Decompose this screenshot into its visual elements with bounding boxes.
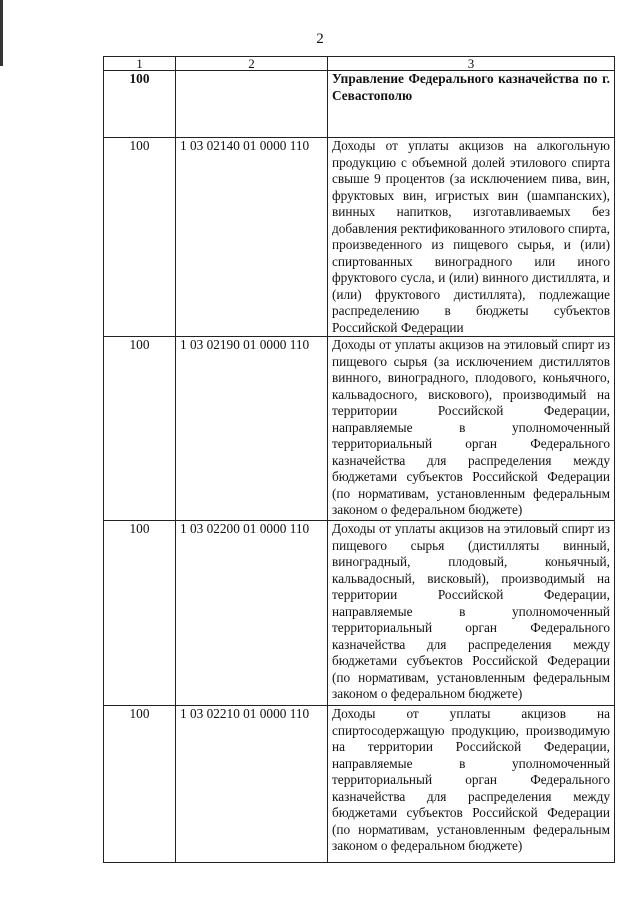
admin-code-cell: 100 — [104, 337, 176, 521]
table-row — [104, 337, 615, 521]
table-row — [104, 71, 615, 138]
page-number: 2 — [316, 31, 324, 47]
revenue-description-cell: Доходы от уплаты акцизов на спиртосодержащую продукцию, производимую на территории Российской Федерации, направляемые в уполномоченный территориальный орган Федерального казначейства для распределения между бюджетами субъектов Российской Федерации (по нормативам, установленным федеральным законом о федеральном бюджете) — [328, 706, 615, 863]
column-number-2: 2 — [176, 57, 328, 71]
revenue-codes-table — [103, 56, 615, 863]
admin-code-cell: 100 — [104, 706, 176, 863]
admin-code-cell: 100 — [104, 521, 176, 706]
revenue-code-cell: 1 03 02190 01 0000 110 — [176, 337, 328, 521]
revenue-description-cell: Доходы от уплаты акцизов на этиловый спирт из пищевого сырья (за исключением дистиллятов винного, виноградного, плодового, коньячного, кальвадосного, вискового), производимый на территории Российской Федерации, направляемые в уполномоченный территориальный орган Федерального казначейства для распределения между бюджетами субъектов Российской Федерации (по нормативам, установленным федеральным законом о федеральном бюджете) — [328, 337, 615, 521]
admin-code-cell: 100 — [104, 138, 176, 337]
revenue-code-cell — [176, 71, 328, 138]
column-number-1: 1 — [104, 57, 176, 71]
revenue-description-cell: Доходы от уплаты акцизов на алкогольную продукцию с объемной долей этилового спирта свыше 9 процентов (за исключением пива, вин, фруктовых вин, игристых вин (шампанских), винных напитков, изготавливаемых без добавления ректификованного этилового спирта, произведенного из пищевого сырья, и (или) спиртованных виноградного или иного фруктового сусла, и (или) винного дистиллята, и (или) фруктового дистиллята), подлежащие распределению в бюджеты субъектов Российской Федерации — [328, 138, 615, 337]
revenue-code-cell: 1 03 02200 01 0000 110 — [176, 521, 328, 706]
revenue-description-cell: Доходы от уплаты акцизов на этиловый спирт из пищевого сырья (дистилляты винный, виноградный, плодовый, коньячный, кальвадосный, висковый), производимый на территории Российской Федерации, направляемые в уполномоченный территориальный орган Федерального казначейства для распределения между бюджетами субъектов Российской Федерации (по нормативам, установленным федеральным законом о федеральном бюджете) — [328, 521, 615, 706]
admin-code-cell: 100 — [104, 71, 176, 138]
table-row — [104, 138, 615, 337]
revenue-code-cell: 1 03 02140 01 0000 110 — [176, 138, 328, 337]
table-row — [104, 706, 615, 863]
revenue-code-cell: 1 03 02210 01 0000 110 — [176, 706, 328, 863]
administrator-name-cell: Управление Федерального казначейства по г. Севастополю — [328, 71, 615, 138]
table-row — [104, 521, 615, 706]
column-number-row — [104, 57, 615, 71]
column-number-3: 3 — [328, 57, 615, 71]
